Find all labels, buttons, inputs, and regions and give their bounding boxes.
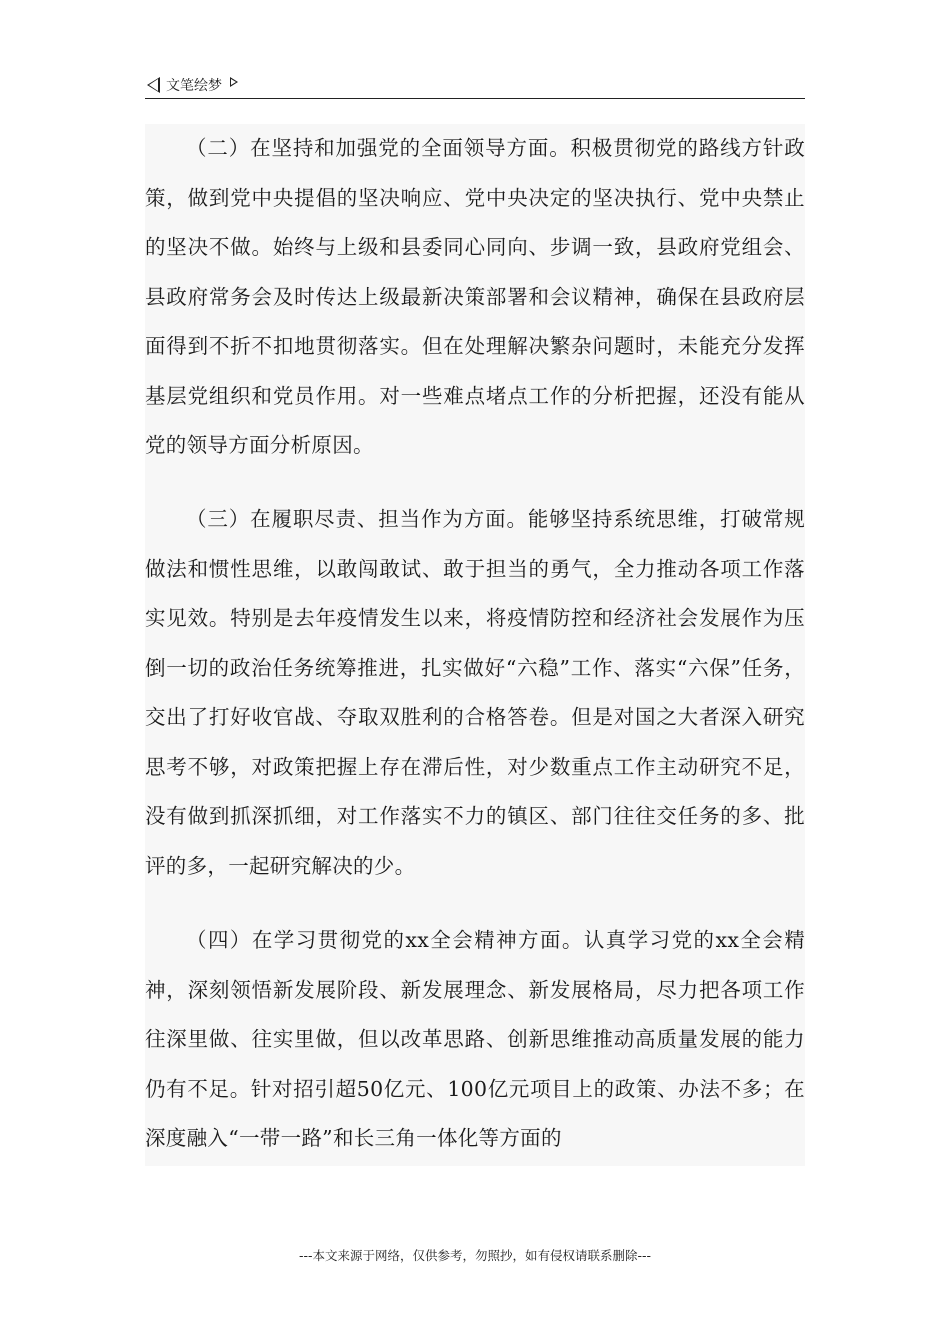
paragraph-3: （三）在履职尽责、担当作为方面。能够坚持系统思维，打破常规做法和惯性思维，以敢闯敢试、敢于担当的勇气，全力推动各项工作落实见效。特别是去年疫情发生以来，将疫情防控和经济社会发展作为压倒一切的政治任务统筹推进，扎实做好“六稳”工作、落实“六保”任务，交出了打好收官战、夺取双胜利的合格答卷。但是对国之大者深入研究思考不够，对政策把握上存在滞后性，对少数重点工作主动研究不足，没有做到抓深抓细，对工作落实不力的镇区、部门往往交任务的多、批评的多，一起研究解决的少。 xyxy=(145,507,805,878)
page-header xyxy=(145,72,805,99)
footer-notice: ---本文来源于网络，仅供参考，勿照抄，如有侵权请联系删除--- xyxy=(298,1248,652,1263)
document-body xyxy=(145,124,805,1166)
paragraph-2: （二）在坚持和加强党的全面领导方面。积极贯彻党的路线方针政策，做到党中央提倡的坚决响应、党中央决定的坚决执行、党中央禁止的坚决不做。始终与上级和县委同心同向、步调一致，县政府党组会、县政府常务会及时传达上级最新决策部署和会议精神，确保在县政府层面得到不折不扣地贯彻落实。但在处理解决繁杂问题时，未能充分发挥基层党组织和党员作用。对一些难点堵点工作的分析把握，还没有能从党的领导方面分析原因。 xyxy=(145,136,805,457)
brand-name: 文笔绘梦 xyxy=(166,78,222,94)
paragraph-4: （四）在学习贯彻党的xx全会精神方面。认真学习党的xx全会精神，深刻领悟新发展阶段、新发展理念、新发展格局，尽力把各项工作往深里做、往实里做，但以改革思路、创新思维推动高质量发展的能力仍有不足。针对招引超50亿元、100亿元项目上的政策、办法不多；在深度融入“一带一路”和长三角一体化等方面的 xyxy=(145,928,805,1150)
triangle-left-icon xyxy=(147,77,160,93)
triangle-right-icon xyxy=(230,77,238,87)
